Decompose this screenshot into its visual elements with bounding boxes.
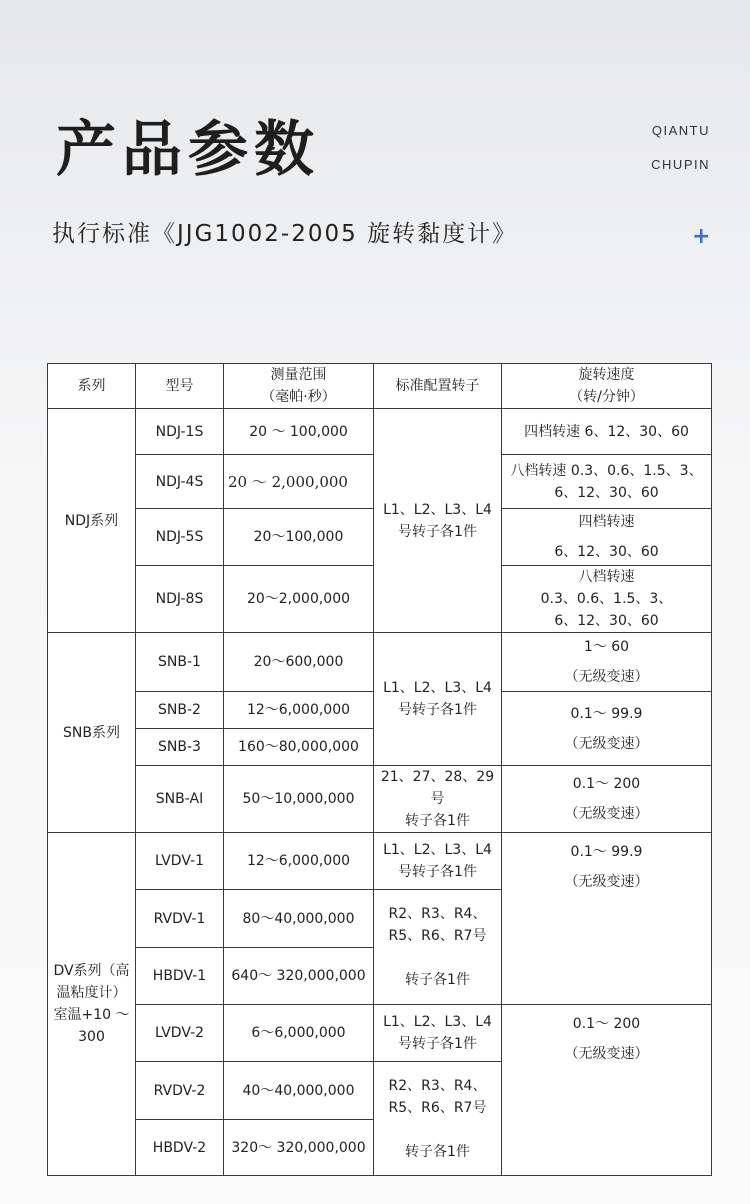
parameter-table bbox=[47, 363, 712, 1176]
speed-values: 6、12、30、60 bbox=[554, 544, 659, 560]
rotor-cell: L1、L2、L3、L4 号转子各1件 bbox=[374, 409, 502, 633]
model-cell: RVDV-2 bbox=[136, 1062, 224, 1120]
range-cell: 12～6,000,000 bbox=[224, 692, 374, 729]
speed-value: 0.1～ 200 bbox=[572, 776, 641, 792]
speed-value: 0.1～ 99.9 bbox=[570, 705, 643, 722]
speed-note: （无级变速） bbox=[564, 874, 649, 890]
range-cell: 640～ 320,000,000 bbox=[224, 948, 374, 1005]
header-rotor: 标准配置转子 bbox=[374, 364, 502, 409]
header-model: 型号 bbox=[136, 364, 224, 409]
rotor-cell: L1、L2、L3、L4 号转子各1件 bbox=[374, 1005, 502, 1062]
speed-cell bbox=[502, 633, 712, 692]
model-cell: NDJ-1S bbox=[136, 409, 224, 455]
speed-note: （无级变速） bbox=[564, 1046, 649, 1062]
speed-cell bbox=[502, 692, 712, 766]
table-row bbox=[48, 766, 712, 833]
range-cell: 20～600,000 bbox=[224, 633, 374, 692]
speed-note: （无级变速） bbox=[564, 669, 649, 685]
rotor-cell: 21、27、28、29 号 转子各1件 bbox=[374, 766, 502, 833]
rotor-cell: L1、L2、L3、L4 号转子各1件 bbox=[374, 833, 502, 890]
rotor-cell: R2、R3、R4、 R5、R6、R7号 转子各1件 bbox=[374, 890, 502, 1005]
header-series: 系列 bbox=[48, 364, 136, 409]
standard-subtitle: 执行标准《JJG1002-2005 旋转黏度计》 bbox=[52, 221, 518, 247]
range-cell: 50～10,000,000 bbox=[224, 766, 374, 833]
speed-cell bbox=[502, 509, 712, 566]
speed-cell bbox=[502, 766, 712, 833]
model-cell: SNB-AI bbox=[136, 766, 224, 833]
speed-note: （无级变速） bbox=[564, 806, 649, 822]
brand-line-2: CHUPIN bbox=[651, 157, 710, 172]
header-range: 测量范围 （毫帕·秒） bbox=[224, 364, 374, 409]
brand-line-1: QIANTU bbox=[651, 123, 710, 138]
model-cell: SNB-3 bbox=[136, 729, 224, 766]
range-cell: 20 ～ 2,000,000 bbox=[224, 455, 374, 509]
brand-mark bbox=[651, 114, 710, 182]
rotor-cell: R2、R3、R4、 R5、R6、R7号 转子各1件 bbox=[374, 1062, 502, 1176]
speed-cell: 八档转速 0.3、0.6、1.5、3、 6、12、30、60 bbox=[502, 455, 712, 509]
range-cell: 20～100,000 bbox=[224, 509, 374, 566]
table-header-row bbox=[48, 364, 712, 409]
model-cell: HBDV-2 bbox=[136, 1120, 224, 1176]
series-cell-dv: DV系列（高温粘度计）室温+10 ～300 bbox=[48, 833, 136, 1176]
range-cell: 20 ～ 100,000 bbox=[224, 409, 374, 455]
speed-value: 0.1～ 99.9 bbox=[570, 844, 643, 860]
model-cell: HBDV-1 bbox=[136, 948, 224, 1005]
range-cell: 160～80,000,000 bbox=[224, 729, 374, 766]
table-row bbox=[48, 1005, 712, 1062]
header-speed: 旋转速度 （转/分钟） bbox=[502, 364, 712, 409]
speed-cell bbox=[502, 833, 712, 1005]
speed-value: 1～ 60 bbox=[583, 639, 630, 655]
speed-note: （无级变速） bbox=[564, 735, 649, 752]
plus-icon[interactable]: + bbox=[692, 224, 711, 249]
speed-label: 四档转速 bbox=[578, 514, 635, 530]
series-cell-snb: SNB系列 bbox=[48, 633, 136, 833]
model-cell: SNB-1 bbox=[136, 633, 224, 692]
speed-cell: 四档转速 6、12、30、60 bbox=[502, 409, 712, 455]
page-title: 产品参数 bbox=[56, 115, 320, 185]
speed-cell: 八档转速 0.3、0.6、1.5、3、 6、12、30、60 bbox=[502, 566, 712, 633]
model-cell: NDJ-5S bbox=[136, 509, 224, 566]
range-cell: 40～40,000,000 bbox=[224, 1062, 374, 1120]
table-row bbox=[48, 833, 712, 890]
model-cell: NDJ-8S bbox=[136, 566, 224, 633]
model-cell: NDJ-4S bbox=[136, 455, 224, 509]
speed-value: 0.1～ 200 bbox=[572, 1016, 641, 1032]
table-row bbox=[48, 633, 712, 692]
rotor-cell: L1、L2、L3、L4 号转子各1件 bbox=[374, 633, 502, 766]
series-cell-ndj: NDJ系列 bbox=[48, 409, 136, 633]
range-cell: 320～ 320,000,000 bbox=[224, 1120, 374, 1176]
range-cell: 12～6,000,000 bbox=[224, 833, 374, 890]
model-cell: LVDV-1 bbox=[136, 833, 224, 890]
model-cell: LVDV-2 bbox=[136, 1005, 224, 1062]
model-cell: SNB-2 bbox=[136, 692, 224, 729]
speed-cell bbox=[502, 1005, 712, 1176]
model-cell: RVDV-1 bbox=[136, 890, 224, 948]
table-row bbox=[48, 409, 712, 455]
range-cell: 20～2,000,000 bbox=[224, 566, 374, 633]
range-cell: 80～40,000,000 bbox=[224, 890, 374, 948]
range-cell: 6～6,000,000 bbox=[224, 1005, 374, 1062]
